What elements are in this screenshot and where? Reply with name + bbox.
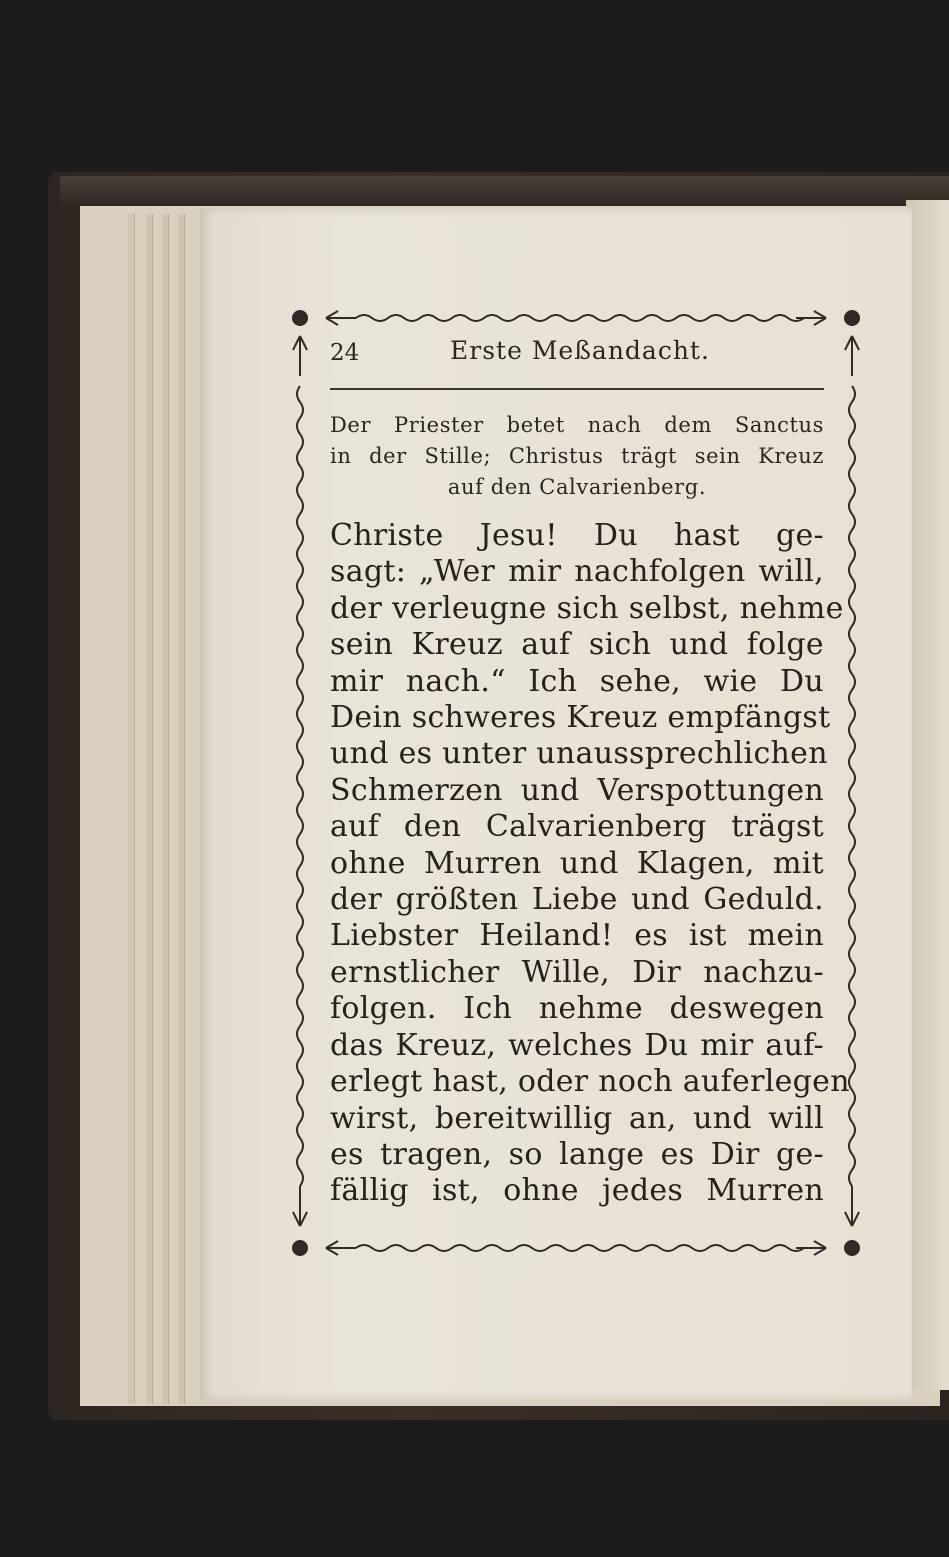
text-line: der verleugne sich selbst, nehme bbox=[330, 590, 844, 626]
text-line: auf den Calvarienberg trägst bbox=[330, 809, 824, 845]
text-line: der größten Liebe und Geduld. bbox=[330, 882, 824, 918]
page-edge bbox=[178, 214, 185, 1404]
text-line: ohne Murren und Klagen, mit bbox=[330, 845, 824, 881]
text-line: fällig ist, ohne jedes Murren bbox=[330, 1173, 824, 1209]
facing-page-edge bbox=[906, 200, 949, 1390]
page-edge bbox=[128, 214, 135, 1404]
text-line: Christe Jesu! Du hast ge- bbox=[330, 518, 824, 553]
rubric-line: auf den Calvarienberg. bbox=[447, 475, 707, 499]
running-title: Erste Meßandacht. bbox=[450, 336, 710, 365]
page-number: 24 bbox=[330, 340, 360, 366]
text-line: wirst, bereitwillig an, und will bbox=[330, 1100, 824, 1136]
text-line: erlegt hast, oder noch auferlegen bbox=[330, 1064, 850, 1100]
text-line: Dein schweres Kreuz empfängst bbox=[330, 700, 831, 736]
rubric-instruction bbox=[330, 410, 824, 503]
page-header bbox=[330, 336, 830, 376]
text-line: ernstlicher Wille, Dir nachzu- bbox=[330, 954, 824, 990]
text-line: mir nach.“ Ich sehe, wie Du bbox=[330, 663, 824, 699]
book-spine-edge bbox=[60, 176, 949, 206]
text-line: sein Kreuz auf sich und folge bbox=[330, 627, 824, 663]
page-edge bbox=[146, 214, 153, 1404]
header-rule bbox=[330, 388, 824, 390]
text-line: sagt: „Wer mir nachfolgen will, bbox=[330, 554, 824, 590]
rubric-line: in der Stille; Christus trägt sein Kreuz bbox=[330, 444, 824, 468]
text-line: Schmerzen und Verspottungen bbox=[330, 772, 824, 808]
text-line: folgen. Ich nehme deswegen bbox=[330, 991, 824, 1027]
page-edge bbox=[162, 214, 169, 1404]
text-line: Liebster Heiland! es ist mein bbox=[330, 918, 824, 954]
text-line: und es unter unaussprechlichen bbox=[330, 736, 828, 772]
text-line: das Kreuz, welches Du mir auf- bbox=[330, 1027, 824, 1063]
prayer-text bbox=[330, 518, 850, 1210]
text-line: es tragen, so lange es Dir ge- bbox=[330, 1136, 824, 1172]
rubric-line: Der Priester betet nach dem Sanctus bbox=[330, 413, 824, 437]
